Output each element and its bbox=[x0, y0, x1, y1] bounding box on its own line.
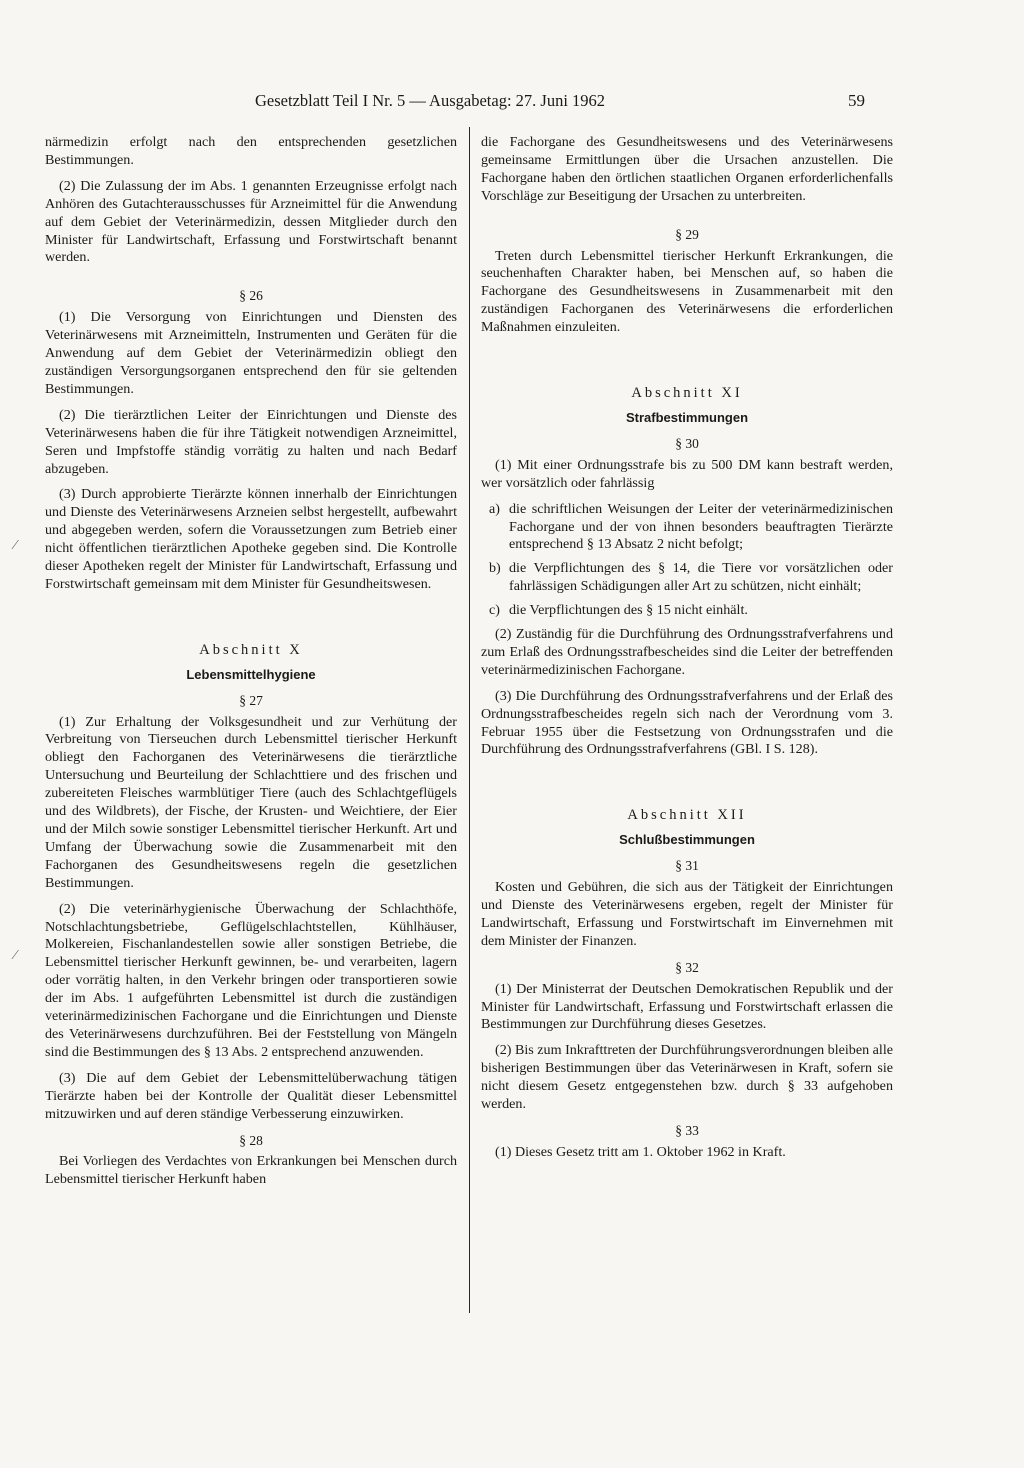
paragraph: Kosten und Gebühren, die sich aus der Tätigkeit der Einrichtungen und Dienste des Veterinärwesens ergeben, regelt der Minister für Landwirtschaft, Erfassung und Forstwirtschaft im Einvernehmen mit dem Minister der Finanzen. bbox=[481, 879, 893, 949]
section-number: § 32 bbox=[675, 959, 699, 975]
paragraph: (3) Durch approbierte Tierärzte können innerhalb der Einrichtungen und Dienste des Veterinärwesens Arzneien selbst hergestellt, aufbewahrt und abgegeben werden, sofern die Voraussetzungen zum Betrieb einer nicht öffentlichen tierärztlichen Apotheke gegeben sind. Die Kontrolle dieser Apotheken regelt der Minister für Landwirtschaft, Erfassung und Forstwirtschaft gemeinsam mit dem Minister für Gesundheitswesen. bbox=[45, 486, 457, 592]
margin-mark: ⁄ bbox=[14, 538, 17, 553]
list-item bbox=[481, 602, 893, 620]
list-text: die Verpflichtungen des § 15 nicht einhält. bbox=[509, 602, 748, 619]
paragraph: (2) Die tierärztlichen Leiter der Einrichtungen und Dienste des Veterinärwesens haben die für ihre Tätigkeit notwendigen Arzneimittel, Seren und Impfstoffe ständig vorrätig zu halten und nach Bedarf abzugeben. bbox=[45, 406, 457, 477]
paragraph: die Fachorgane des Gesundheitswesens und des Veterinärwesens gemeinsame Ermittlungen über die Ursachen anzustellen. Die Fachorgane haben den örtlichen staatlichen Organen erforderlichenfalls Vorschläge zur Beseitigung der Ursachen zu unterbreiten. bbox=[481, 134, 893, 204]
section-number: § 26 bbox=[239, 288, 263, 304]
list-label: a) bbox=[489, 500, 500, 517]
paragraph: (2) Die veterinärhygienische Überwachung der Schlachthöfe, Notschlachtungsbetriebe, Geflügelschlachtstellen, Kühlhäuser, Molkereien, Fischanlandestellen sowie aller sonstigen Betriebe, die Lebensmittel tierischer Herkunft gewinnen, be- und verarbeiten, lagern oder vorrätig halten, in den Verkehr bringen oder transportieren sowie der im Abs. 1 aufgeführten Lebensmittel ist durch die zuständigen veterinärmedizinischen Fachorgane und die Einrichtungen und Dienste des Veterinärwesens durchzuführen. Bei der Feststellung von Mängeln sind die Bestimmungen des § 13 Abs. 2 entsprechend anzuwenden. bbox=[45, 900, 457, 1060]
chapter-title: Schlußbestimmungen bbox=[619, 832, 755, 848]
right-column bbox=[481, 134, 893, 1162]
chapter-title: Lebensmittelhygiene bbox=[186, 666, 316, 682]
paragraph: (2) Bis zum Inkrafttreten der Durchführungsverordnungen bleiben alle bisherigen Bestimmungen über das Veterinärwesen in Kraft, sofern sie nicht diesem Gesetz entgegenstehen bzw. durch § 33 aufgehoben werden. bbox=[481, 1042, 894, 1113]
paragraph: (3) Die auf dem Gebiet der Lebensmittelüberwachung tätigen Tierärzte haben bei der Kontrolle der Qualität dieser Lebensmittel mitzuwirken und auf deren ständige Verbesserung einzuwirken. bbox=[45, 1069, 457, 1122]
page-header bbox=[0, 91, 1024, 113]
list-text: die Verpflichtungen des § 14, die Tiere vor vorsätzlichen oder fahrlässigen Schädigungen aller Art zu schützen, nicht einhält; bbox=[509, 560, 893, 595]
paragraph: (1) Der Ministerrat der Deutschen Demokratischen Republik und der Minister für Landwirtschaft, Erfassung und Forstwirtschaft erlassen die Bestimmungen zur Durchführung dieses Gesetzes. bbox=[481, 980, 893, 1033]
chapter-heading: Abschnitt XI bbox=[631, 385, 743, 402]
list-item bbox=[481, 501, 893, 555]
paragraph: (2) Die Zulassung der im Abs. 1 genannten Erzeugnisse erfolgt nach Anhören des Gutachterausschusses für Arzneimittel für die Anwendung auf dem Gebiet der Veterinärmedizin, dessen Mitglieder durch den Minister für Landwirtschaft, Erfassung und Forstwirtschaft benannt werden. bbox=[45, 177, 457, 266]
column-divider bbox=[469, 127, 470, 1313]
header-title: Gesetzblatt Teil I Nr. 5 — Ausgabetag: 27. Juni 1962 bbox=[255, 91, 606, 110]
list-label: c) bbox=[489, 602, 500, 619]
chapter-heading: Abschnitt XII bbox=[627, 807, 747, 824]
list-item bbox=[481, 560, 893, 596]
left-column bbox=[45, 134, 457, 1189]
margin-mark: ⁄ bbox=[14, 948, 17, 963]
paragraph: Treten durch Lebensmittel tierischer Herkunft Erkrankungen, die seuchenhaften Charakter haben, bei Menschen auf, so haben die Fachorgane des Gesundheitswesens in Zusammenarbeit mit den zuständigen Fachorganen des Veterinärwesens die erforderlichen Maßnahmen einzuleiten. bbox=[481, 247, 893, 336]
section-number: § 31 bbox=[675, 858, 699, 874]
list-text: die schriftlichen Weisungen der Leiter der veterinärmedizinischen Fachorgane und der von ihnen besonders beauftragten Tierärzte entsprechend § 13 Absatz 2 nicht befolgt; bbox=[509, 500, 893, 553]
paragraph: (3) Die Durchführung des Ordnungsstrafverfahrens und der Erlaß des Ordnungsstrafbescheides regeln sich nach der Verordnung vom 3. Februar 1955 über die Festsetzung von Ordnungsstrafen und die Durchführung des Ordnungsstrafverfahrens (GBl. I S. 128). bbox=[481, 687, 893, 758]
page-number: 59 bbox=[848, 91, 865, 110]
chapter-title: Strafbestimmungen bbox=[625, 409, 749, 425]
paragraph: (2) Zuständig für die Durchführung des Ordnungsstrafverfahrens und zum Erlaß des Ordnungsstrafbescheides sind die Leiter der betreffenden veterinärmedizinischen Fachorgane. bbox=[481, 626, 893, 678]
section-number: § 33 bbox=[675, 1122, 699, 1138]
paragraph: närmedizin erfolgt nach den entsprechenden gesetzlichen Bestimmungen. bbox=[45, 134, 457, 168]
list-label: b) bbox=[489, 560, 501, 577]
paragraph: (1) Die Versorgung von Einrichtungen und Diensten des Veterinärwesens mit Arzneimitteln, Instrumenten und Geräten für die Anwendung auf dem Gebiet der Veterinärmedizin obliegt den zuständigen Versorgungsorganen entsprechend den für sie geltenden Bestimmungen. bbox=[45, 309, 457, 397]
chapter-heading: Abschnitt X bbox=[199, 641, 303, 658]
section-number: § 27 bbox=[239, 692, 263, 708]
paragraph: (1) Mit einer Ordnungsstrafe bis zu 500 DM kann bestraft werden, wer vorsätzlich oder fahrlässig bbox=[481, 456, 893, 491]
section-number: § 29 bbox=[675, 226, 699, 242]
section-number: § 30 bbox=[675, 435, 699, 451]
paragraph: Bei Vorliegen des Verdachtes von Erkrankungen bei Menschen durch Lebensmittel tierischer Herkunft haben bbox=[45, 1153, 457, 1188]
paragraph: (1) Zur Erhaltung der Volksgesundheit und zur Verhütung der Verbreitung von Tierseuchen durch Lebensmittel tierischer Herkunft obliegt den Fachorganen des Veterinärwesens die tierärztliche Untersuchung und Beurteilung der Schlachttiere und des frischen und zubereiteten Fleisches warmblütiger Tiere (auch des Schlachtgeflügels und des Wildbrets), der Fische, der Krusten- und Weichtiere, der Eier und der Milch sowie sonstiger Lebensmittel tierischer Herkunft. Art und Umfang der Überwachung sowie die Zusammenarbeit mit den Fachorganen des Gesundheitswesens regeln die gesetzlichen Bestimmungen. bbox=[45, 713, 457, 891]
paragraph: (1) Dieses Gesetz tritt am 1. Oktober 1962 in Kraft. bbox=[495, 1143, 786, 1160]
section-number: § 28 bbox=[239, 1132, 263, 1148]
